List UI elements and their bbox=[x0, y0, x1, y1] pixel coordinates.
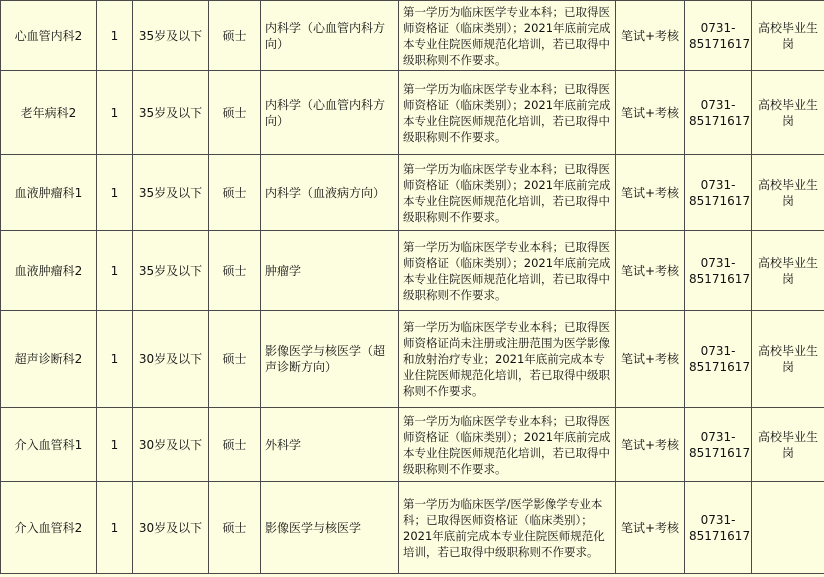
degree-cell: 硕士 bbox=[209, 482, 261, 574]
major-cell: 内科学（心血管内科方向） bbox=[261, 71, 399, 155]
phone-cell: 0731-85171617 bbox=[685, 408, 752, 482]
type-cell: 高校毕业生岗 bbox=[752, 311, 824, 408]
type-cell: 高校毕业生岗 bbox=[752, 155, 824, 231]
degree-cell: 硕士 bbox=[209, 408, 261, 482]
dept-cell: 介入血管科2 bbox=[1, 482, 97, 574]
dept-cell: 超声诊断科2 bbox=[1, 311, 97, 408]
degree-cell: 硕士 bbox=[209, 155, 261, 231]
count-cell: 1 bbox=[97, 1, 133, 71]
phone-cell: 0731-85171617 bbox=[685, 231, 752, 311]
table-row bbox=[1, 311, 824, 408]
phone-cell: 0731-85171617 bbox=[685, 71, 752, 155]
age-cell: 35岁及以下 bbox=[133, 231, 209, 311]
count-cell: 1 bbox=[97, 408, 133, 482]
method-cell: 笔试+考核 bbox=[616, 155, 685, 231]
degree-cell: 硕士 bbox=[209, 311, 261, 408]
phone-cell: 0731-85171617 bbox=[685, 155, 752, 231]
age-cell: 35岁及以下 bbox=[133, 71, 209, 155]
table-row bbox=[1, 71, 824, 155]
count-cell: 1 bbox=[97, 482, 133, 574]
table-row bbox=[1, 155, 824, 231]
age-cell: 30岁及以下 bbox=[133, 482, 209, 574]
type-cell bbox=[752, 482, 824, 574]
dept-cell: 介入血管科1 bbox=[1, 408, 97, 482]
table-row bbox=[1, 1, 824, 71]
requirement-cell: 第一学历为临床医学专业本科；已取得医师资格证（临床类别）；2021年底前完成本专业住院医师规范化培训，若已取得中级职称则不作要求。 bbox=[399, 408, 616, 482]
phone-cell: 0731-85171617 bbox=[685, 482, 752, 574]
method-cell: 笔试+考核 bbox=[616, 1, 685, 71]
degree-cell: 硕士 bbox=[209, 231, 261, 311]
method-cell: 笔试+考核 bbox=[616, 408, 685, 482]
dept-cell: 心血管内科2 bbox=[1, 1, 97, 71]
major-cell: 外科学 bbox=[261, 408, 399, 482]
count-cell: 1 bbox=[97, 231, 133, 311]
type-cell: 高校毕业生岗 bbox=[752, 231, 824, 311]
requirement-cell: 第一学历为临床医学专业本科；已取得医师资格证（临床类别）；2021年底前完成本专业住院医师规范化培训，若已取得中级职称则不作要求。 bbox=[399, 155, 616, 231]
table-row bbox=[1, 408, 824, 482]
dept-cell: 血液肿瘤科1 bbox=[1, 155, 97, 231]
dept-cell: 老年病科2 bbox=[1, 71, 97, 155]
major-cell: 影像医学与核医学 bbox=[261, 482, 399, 574]
requirement-cell: 第一学历为临床医学专业本科；已取得医师资格证（临床类别）；2021年底前完成本专业住院医师规范化培训，若已取得中级职称则不作要求。 bbox=[399, 71, 616, 155]
count-cell: 1 bbox=[97, 311, 133, 408]
type-cell: 高校毕业生岗 bbox=[752, 1, 824, 71]
count-cell: 1 bbox=[97, 71, 133, 155]
degree-cell: 硕士 bbox=[209, 71, 261, 155]
method-cell: 笔试+考核 bbox=[616, 311, 685, 408]
requirement-cell: 第一学历为临床医学专业本科；已取得医师资格证（临床类别）；2021年底前完成本专业住院医师规范化培训，若已取得中级职称则不作要求。 bbox=[399, 231, 616, 311]
requirement-cell: 第一学历为临床医学专业本科；已取得医师资格证（临床类别）；2021年底前完成本专业住院医师规范化培训，若已取得中级职称则不作要求。 bbox=[399, 1, 616, 71]
major-cell: 影像医学与核医学（超声诊断方向） bbox=[261, 311, 399, 408]
dept-cell: 血液肿瘤科2 bbox=[1, 231, 97, 311]
method-cell: 笔试+考核 bbox=[616, 231, 685, 311]
age-cell: 30岁及以下 bbox=[133, 408, 209, 482]
major-cell: 内科学（心血管内科方向） bbox=[261, 1, 399, 71]
table-row bbox=[1, 482, 824, 574]
phone-cell: 0731-85171617 bbox=[685, 1, 752, 71]
age-cell: 35岁及以下 bbox=[133, 1, 209, 71]
count-cell: 1 bbox=[97, 155, 133, 231]
method-cell: 笔试+考核 bbox=[616, 71, 685, 155]
type-cell: 高校毕业生岗 bbox=[752, 71, 824, 155]
type-cell: 高校毕业生岗 bbox=[752, 408, 824, 482]
table-row bbox=[1, 231, 824, 311]
age-cell: 35岁及以下 bbox=[133, 155, 209, 231]
requirement-cell: 第一学历为临床医学专业本科；已取得医师资格证尚未注册或注册范围为医学影像和放射治疗专业；2021年底前完成本专业住院医师规范化培训，若已取得中级职称则不作要求。 bbox=[399, 311, 616, 408]
major-cell: 肿瘤学 bbox=[261, 231, 399, 311]
degree-cell: 硕士 bbox=[209, 1, 261, 71]
age-cell: 30岁及以下 bbox=[133, 311, 209, 408]
requirement-cell: 第一学历为临床医学/医学影像学专业本科；已取得医师资格证（临床类别）；2021年底前完成本专业住院医师规范化培训，若已取得中级职称则不作要求。 bbox=[399, 482, 616, 574]
method-cell: 笔试+考核 bbox=[616, 482, 685, 574]
major-cell: 内科学（血液病方向） bbox=[261, 155, 399, 231]
phone-cell: 0731-85171617 bbox=[685, 311, 752, 408]
